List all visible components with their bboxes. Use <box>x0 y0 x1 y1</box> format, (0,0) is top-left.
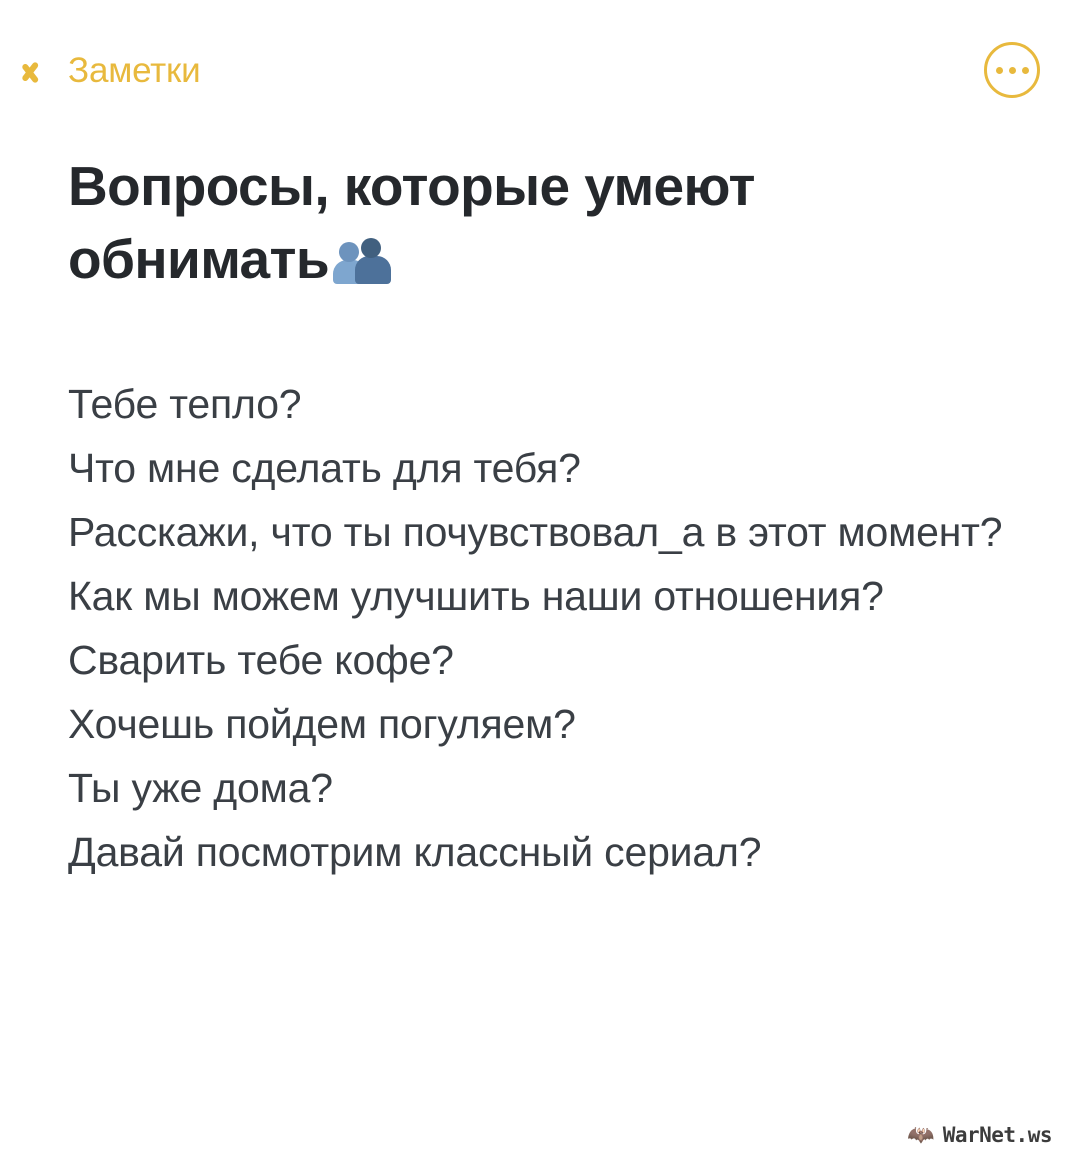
ellipsis-dot-icon <box>1009 67 1016 74</box>
note-content[interactable] <box>0 150 1080 885</box>
bat-logo-icon: 🦇 <box>907 1122 935 1147</box>
note-title-text: Вопросы, которые умеют обнимать <box>68 155 755 290</box>
note-question-list <box>68 373 1012 885</box>
note-line: Давай посмотрим классный сериал? <box>68 828 762 875</box>
back-button-label: Заметки <box>68 50 201 90</box>
ellipsis-dot-icon <box>996 67 1003 74</box>
note-line: Сварить тебе кофе? <box>68 637 454 683</box>
note-line: Хочешь пойдем погуляем? <box>68 700 576 747</box>
navigation-bar <box>0 0 1080 140</box>
people-hugging-icon <box>337 238 391 286</box>
chevron-left-icon <box>30 48 56 92</box>
note-line: Как мы можем улучшить наши отношения? <box>68 573 884 620</box>
note-line: Что мне сделать для тебя? <box>68 445 581 492</box>
more-options-button[interactable] <box>984 42 1040 98</box>
watermark-text: WarNet.ws <box>942 1123 1052 1147</box>
back-to-notes-button[interactable] <box>30 48 200 92</box>
ellipsis-dot-icon <box>1022 67 1029 74</box>
watermark <box>907 1123 1052 1147</box>
note-line: Тебе тепло? <box>68 381 302 428</box>
note-title <box>68 150 908 295</box>
note-line: Расскажи, что ты почувствовал_а в этот момент? <box>68 509 1003 556</box>
note-line: Ты уже дома? <box>68 764 333 811</box>
